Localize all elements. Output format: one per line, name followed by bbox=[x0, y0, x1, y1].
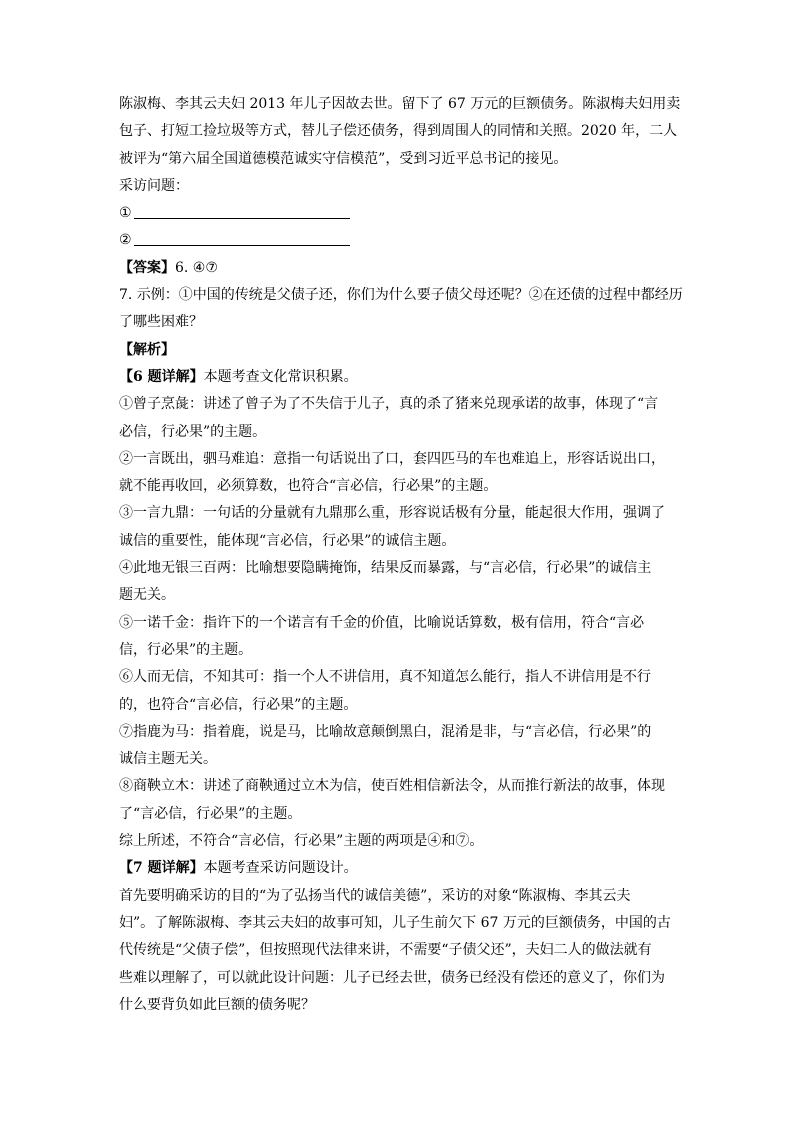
answer-blank-2 bbox=[119, 227, 679, 254]
q6-line: 了“言必信，行必果”的主题。 bbox=[119, 805, 302, 822]
q6-line: 就不能再收回，必须算数，也符合“言必信，行必果”的主题。 bbox=[119, 478, 498, 495]
q6-line: ⑥人而无信，不知其可：指一个人不讲信用，真不知道怎么能行，指人不讲信用是不行 bbox=[119, 669, 651, 686]
q6-line: 必信，行必果”的主题。 bbox=[119, 423, 267, 440]
q6-line: 诚信的重要性，能体现“言必信，行必果”的诚信主题。 bbox=[119, 532, 456, 549]
answer-q6: 6. ④⑦ bbox=[175, 259, 218, 276]
q7-intro: 本题考查采访问题设计。 bbox=[203, 860, 358, 877]
q7-line: 什么要背负如此巨额的债务呢？ bbox=[119, 996, 315, 1013]
q7-heading bbox=[119, 855, 679, 882]
answer-tag: 【答案】 bbox=[119, 259, 175, 276]
interview-question-label: 采访问题： bbox=[119, 177, 189, 194]
blank-line bbox=[134, 231, 350, 246]
blank-marker: ② bbox=[119, 232, 132, 249]
answer-q7-line: 了哪些困难？ bbox=[119, 314, 203, 331]
passage bbox=[119, 91, 679, 173]
q6-intro: 本题考查文化常识积累。 bbox=[203, 368, 358, 385]
q6-line: 诚信主题无关。 bbox=[119, 751, 217, 768]
blank-marker: ① bbox=[119, 205, 132, 222]
q6-line: ⑤一诺千金：指许下的一个诺言有千金的价值，比喻说话算数，极有信用，符合“言必 bbox=[119, 614, 645, 631]
passage-line: 被评为“第六届全国道德模范诚实守信模范”，受到习近平总书记的接见。 bbox=[119, 150, 568, 167]
q6-tag: 【6 题详解】 bbox=[119, 368, 204, 385]
q7-tag: 【7 题详解】 bbox=[119, 860, 204, 877]
q7-line: 妇”。了解陈淑梅、李其云夫妇的故事可知，儿子生前欠下 67 万元的巨额债务，中国的古 bbox=[119, 914, 671, 931]
blank-line bbox=[134, 204, 350, 219]
q7-line: 些难以理解了，可以就此设计问题：儿子已经去世，债务已经没有偿还的意义了，你们为 bbox=[119, 969, 665, 986]
passage-line: 包子、打短工捡垃圾等方式，替儿子偿还债务，得到周围人的同情和关照。2020 年，二人 bbox=[119, 123, 678, 140]
q6-line: ①曾子烹彘：讲述了曾子为了不失信于儿子，真的杀了猪来兑现承诺的故事，体现了“言 bbox=[119, 396, 659, 413]
answer-row bbox=[119, 255, 679, 282]
q6-line: ⑧商鞅立木：讲述了商鞅通过立木为信，使百姓相信新法令，从而推行新法的故事，体现 bbox=[119, 778, 665, 795]
q7-line: 首先要明确采访的目的“为了弘扬当代的诚信美德”，采访的对象“陈淑梅、李其云夫 bbox=[119, 887, 631, 904]
q7-line: 代传统是“父债子偿”，但按照现代法律来讲，不需要“子债父还”，夫妇二人的做法就有 bbox=[119, 942, 652, 959]
answer-q7-line: 7. 示例：①中国的传统是父债子还，你们为什么要子债父母还呢？②在还债的过程中都经历 bbox=[119, 287, 683, 304]
passage-line: 陈淑梅、李其云夫妇 2013 年儿子因故去世。留下了 67 万元的巨额债务。陈淑梅夫妇用卖 bbox=[119, 96, 681, 112]
document-page bbox=[119, 91, 683, 1019]
q6-line: 题无关。 bbox=[119, 587, 175, 604]
q6-line: ④此地无银三百两：比喻想要隐瞒掩饰，结果反而暴露，与“言必信，行必果”的诚信主 bbox=[119, 560, 652, 577]
q6-line: ②一言既出，驷马难追：意指一句话说出了口，套四匹马的车也难追上，形容话说出口， bbox=[119, 450, 665, 467]
q6-heading bbox=[119, 364, 679, 391]
q6-line: 信，行必果”的主题。 bbox=[119, 641, 253, 658]
answer-blank-1 bbox=[119, 200, 679, 227]
q6-line: 的，也符合“言必信，行必果”的主题。 bbox=[119, 696, 358, 713]
q6-line: ⑦指鹿为马：指着鹿，说是马，比喻故意颠倒黑白，混淆是非，与“言必信，行必果”的 bbox=[119, 723, 652, 740]
q6-line: ③一言九鼎：一句话的分量就有九鼎那么重，形容说话极有分量，能起很大作用，强调了 bbox=[119, 505, 665, 522]
q6-line: 综上所述，不符合“言必信，行必果”主题的两项是④和⑦。 bbox=[119, 833, 484, 850]
analysis-tag: 【解析】 bbox=[119, 341, 175, 358]
